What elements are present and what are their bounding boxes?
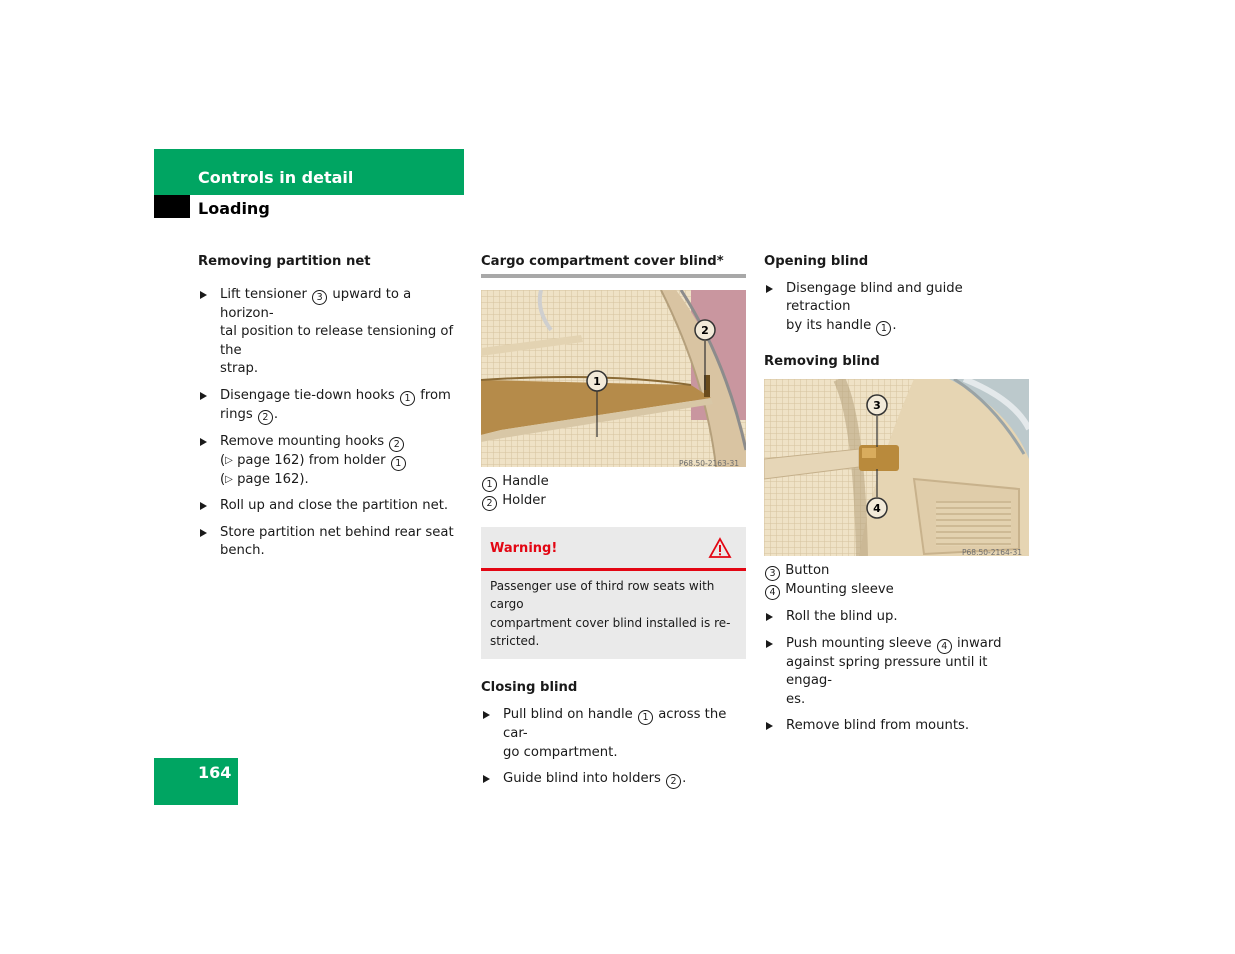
heading-removing-blind: Removing blind <box>764 353 880 369</box>
callout-ref: 2 <box>389 437 404 452</box>
bullet-arrow-icon <box>483 711 490 719</box>
cover-blind-illustration <box>481 290 746 467</box>
step-push-sleeve: Push mounting sleeve 4 inward against spring pressure until it engag- es. <box>764 635 1029 710</box>
bullet-arrow-icon <box>200 438 207 446</box>
bullet-arrow-icon <box>200 502 207 510</box>
callout-ref: 1 <box>400 391 415 406</box>
step-lift-tensioner: Lift tensioner 3 upward to a horizon- tal position to release tensioning of the strap. <box>198 286 466 379</box>
bullet-arrow-icon <box>200 392 207 400</box>
column-cover-blind <box>481 253 746 797</box>
warning-box <box>481 527 746 659</box>
heading-cargo-cover-blind: Cargo compartment cover blind* <box>481 253 746 278</box>
callout-ref: 2 <box>482 496 497 511</box>
step-pull-blind: Pull blind on handle 1 across the car- go compartment. <box>481 706 746 762</box>
bullet-arrow-icon <box>766 613 773 621</box>
heading-removing-partition-net: Removing partition net <box>198 254 371 269</box>
warning-title: Warning! <box>490 540 558 556</box>
legend-item-handle: 1 Handle <box>481 473 746 492</box>
callout-ref: 2 <box>666 774 681 789</box>
legend-item-button: 3 Button <box>764 562 1029 581</box>
callout-ref: 3 <box>312 290 327 305</box>
figure-cover-blind <box>481 290 746 467</box>
step-roll-up-net: Roll up and close the partition net. <box>198 497 466 516</box>
svg-text:3: 3 <box>873 399 881 412</box>
svg-text:4: 4 <box>873 502 881 515</box>
page-number: 164 <box>198 763 232 782</box>
bullet-arrow-icon <box>483 775 490 783</box>
bullet-arrow-icon <box>766 722 773 730</box>
step-disengage-blind: Disengage blind and guide retraction by its handle 1 . <box>764 280 1029 336</box>
callout-ref: 1 <box>391 456 406 471</box>
section-title: Controls in detail <box>198 168 354 187</box>
bullet-arrow-icon <box>766 285 773 293</box>
page-ref-arrow-icon: ▷ <box>225 473 233 485</box>
remove-blind-illustration <box>764 379 1029 556</box>
callout-ref: 1 <box>876 321 891 336</box>
bullet-arrow-icon <box>200 291 207 299</box>
callout-ref: 1 <box>638 710 653 725</box>
step-store-net: Store partition net behind rear seat bench. <box>198 524 466 561</box>
figure-code: P68.50-2164-31 <box>962 548 1023 557</box>
step-roll-blind-up: Roll the blind up. <box>764 608 1029 627</box>
svg-text:2: 2 <box>701 323 709 337</box>
warning-triangle-icon <box>708 537 732 559</box>
step-disengage-hooks: Disengage tie-down hooks 1 from rings 2 . <box>198 387 466 425</box>
callout-ref: 3 <box>765 566 780 581</box>
heading-opening-blind: Opening blind <box>764 254 869 269</box>
callout-ref: 2 <box>258 410 273 425</box>
callout-ref: 4 <box>765 585 780 600</box>
legend-item-mounting-sleeve: 4 Mounting sleeve <box>764 581 1029 600</box>
step-guide-blind: Guide blind into holders 2 . <box>481 770 746 789</box>
page-ref-link[interactable]: page 162) from holder <box>237 452 386 468</box>
figure-remove-blind <box>764 379 1029 556</box>
column-partition-net <box>198 253 466 569</box>
callout-ref: 4 <box>937 639 952 654</box>
heading-closing-blind: Closing blind <box>481 679 578 695</box>
subsection-marker <box>154 195 190 218</box>
bullet-arrow-icon <box>766 640 773 648</box>
callout-ref: 1 <box>482 477 497 492</box>
bullet-arrow-icon <box>200 529 207 537</box>
step-remove-blind: Remove blind from mounts. <box>764 717 1029 736</box>
column-blind-operation <box>764 253 1029 744</box>
warning-text: Passenger use of third row seats with cargo compartment cover blind installed is re- stricted. <box>490 578 731 648</box>
figure-code: P68.50-2163-31 <box>679 458 740 468</box>
legend-item-holder: 2 Holder <box>481 492 746 511</box>
page-ref-arrow-icon: ▷ <box>225 454 233 466</box>
warning-header <box>481 527 746 571</box>
subsection-title: Loading <box>198 199 270 218</box>
page-ref-link[interactable]: page 162). <box>237 471 309 487</box>
svg-text:1: 1 <box>593 374 601 388</box>
step-remove-mounting-hooks: Remove mounting hooks 2 (▷ page 162) from holder 1 (▷ page 162). <box>198 433 466 490</box>
